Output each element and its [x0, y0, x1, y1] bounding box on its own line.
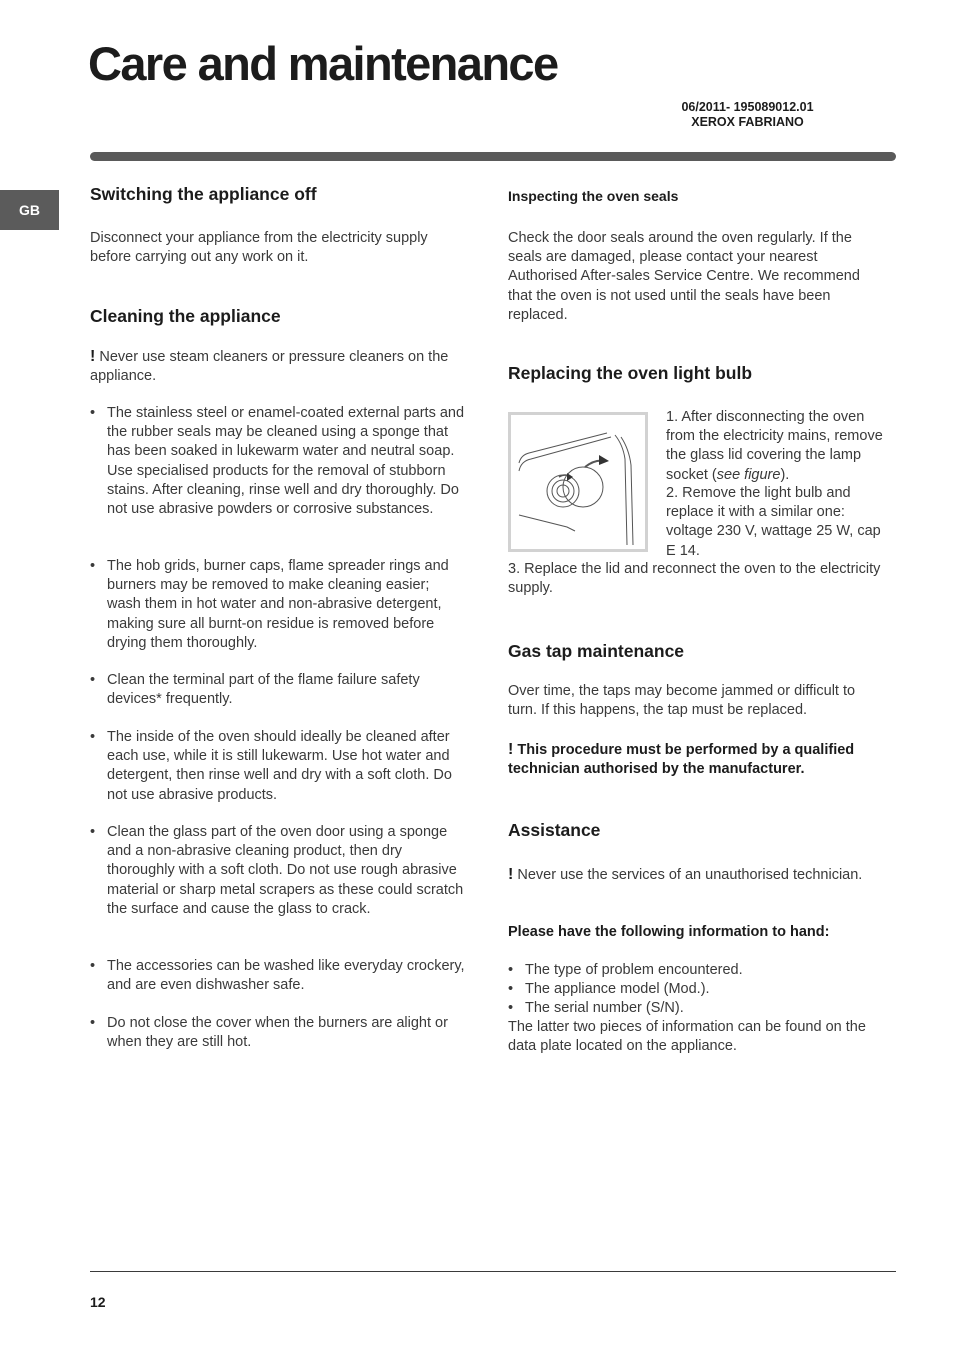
list-item: • The inside of the oven should ideally be cleaned after each use, while it is still lukewarm. Use hot water and detergent, then rinse well and dry with a soft cloth. Do not use abrasive products.	[90, 729, 452, 803]
header-divider	[90, 152, 896, 161]
cleaning-list-4	[90, 728, 465, 805]
list-item: • Clean the glass part of the oven door using a sponge and a non-abrasive cleaning product, then dry thoroughly with a soft cloth. Do not use rough abrasive material or sharp metal scrapers as these could scratch the surface and cause the glass to crack.	[90, 824, 464, 917]
bulb-step-3: 3. Replace the lid and reconnect the oven to the electricity supply.	[508, 561, 881, 597]
bullet-icon: •	[90, 729, 96, 745]
bulb-step-2: 2. Remove the light bulb and replace it with a similar one: voltage 230 V, wattage 25 W, cap E 14.	[666, 485, 881, 559]
assistance-heading: Assistance	[508, 820, 601, 840]
bullet-icon: •	[508, 981, 514, 998]
list-item: • The type of problem encountered.	[508, 961, 888, 980]
bulb-step-1: 1. After disconnecting the oven from the electricity mains, remove the glass lid covering the lamp socket (see figure).	[666, 409, 883, 483]
gas-tap-heading: Gas tap maintenance	[508, 641, 685, 661]
assistance-info-heading: Please have the following information to hand:	[508, 924, 830, 940]
cleaning-heading: Cleaning the appliance	[90, 306, 281, 326]
page-number: 12	[90, 1294, 106, 1310]
warning-icon: !	[508, 741, 514, 758]
list-item: • The hob grids, burner caps, flame spreader rings and burners may be removed to make cleaning easier; wash them in hot water and non-abrasive detergent, making sure all burnt-on residue is removed before drying them thoroughly.	[90, 558, 449, 651]
cleaning-list-3	[90, 671, 465, 709]
bullet-icon: •	[508, 962, 514, 978]
seals-text: Check the door seals around the oven regularly. If the seals are damaged, please contact your nearest Authorised After-sales Service Centre. We recommend that the oven is not used until the seals have been replaced.	[508, 230, 860, 323]
bullet-icon: •	[508, 1000, 514, 1017]
warning-icon: !	[508, 866, 514, 883]
cleaning-list-2	[90, 557, 465, 653]
list-item: • The appliance model (Mod.).	[508, 980, 888, 999]
cleaning-warning	[90, 347, 465, 386]
cleaning-warning-text: Never use steam cleaners or pressure cleaners on the appliance.	[90, 349, 449, 385]
seals-heading: Inspecting the oven seals	[508, 188, 679, 204]
list-item: • The accessories can be washed like everyday crockery, and are even dishwasher safe.	[90, 958, 465, 994]
document-code-line-2: XEROX FABRIANO	[691, 115, 804, 129]
warning-icon: !	[90, 348, 96, 365]
gas-tap-text: Over time, the taps may become jammed or difficult to turn. If this happens, the tap must be replaced.	[508, 683, 856, 719]
cleaning-list-5	[90, 823, 465, 919]
gas-tap-warning	[508, 740, 888, 779]
list-item: • Do not close the cover when the burners are alight or when they are still hot.	[90, 1015, 448, 1051]
assistance-warning-text: Never use the services of an unauthorised technician.	[517, 867, 863, 883]
bullet-icon: •	[90, 824, 96, 840]
list-item: • The stainless steel or enamel-coated external parts and the rubber seals may be cleaned using a sponge that has been soaked in lukewarm water and neutral soap. Use specialised products for the removal of stubborn stains. After cleaning, rinse well and dry thoroughly. Do not use abrasive powders or corrosive substances.	[90, 405, 465, 518]
language-tab: GB	[0, 190, 59, 230]
bullet-icon: •	[90, 405, 96, 421]
assistance-list	[508, 961, 888, 1019]
document-code	[640, 100, 855, 130]
switching-off-heading: Switching the appliance off	[90, 184, 317, 204]
bullet-icon: •	[90, 672, 96, 688]
bullet-icon: •	[90, 958, 96, 974]
gas-tap-warning-text: This procedure must be performed by a qualified technician authorised by the manufacturer.	[508, 742, 855, 778]
cleaning-list-7	[90, 1014, 465, 1052]
assistance-warning	[508, 865, 888, 885]
page-title: Care and maintenance	[88, 37, 558, 90]
list-item: • Clean the terminal part of the flame failure safety devices* frequently.	[90, 672, 420, 708]
document-code-line-1: 06/2011- 195089012.01	[681, 100, 814, 114]
oven-light-figure	[508, 412, 648, 552]
oven-lamp-illustration	[511, 415, 645, 549]
cleaning-list-6	[90, 957, 465, 995]
bulb-heading: Replacing the oven light bulb	[508, 363, 753, 383]
see-figure-reference: see figure	[716, 466, 781, 483]
bullet-icon: •	[90, 558, 96, 574]
list-item: • The serial number (S/N).	[508, 999, 888, 1018]
footer-divider	[90, 1271, 896, 1272]
assistance-footer-text: The latter two pieces of information can be found on the data plate located on the appliance.	[508, 1019, 866, 1055]
switching-off-text: Disconnect your appliance from the electricity supply before carrying out any work on it.	[90, 230, 428, 266]
bullet-icon: •	[90, 1015, 96, 1031]
cleaning-list-1	[90, 404, 465, 519]
